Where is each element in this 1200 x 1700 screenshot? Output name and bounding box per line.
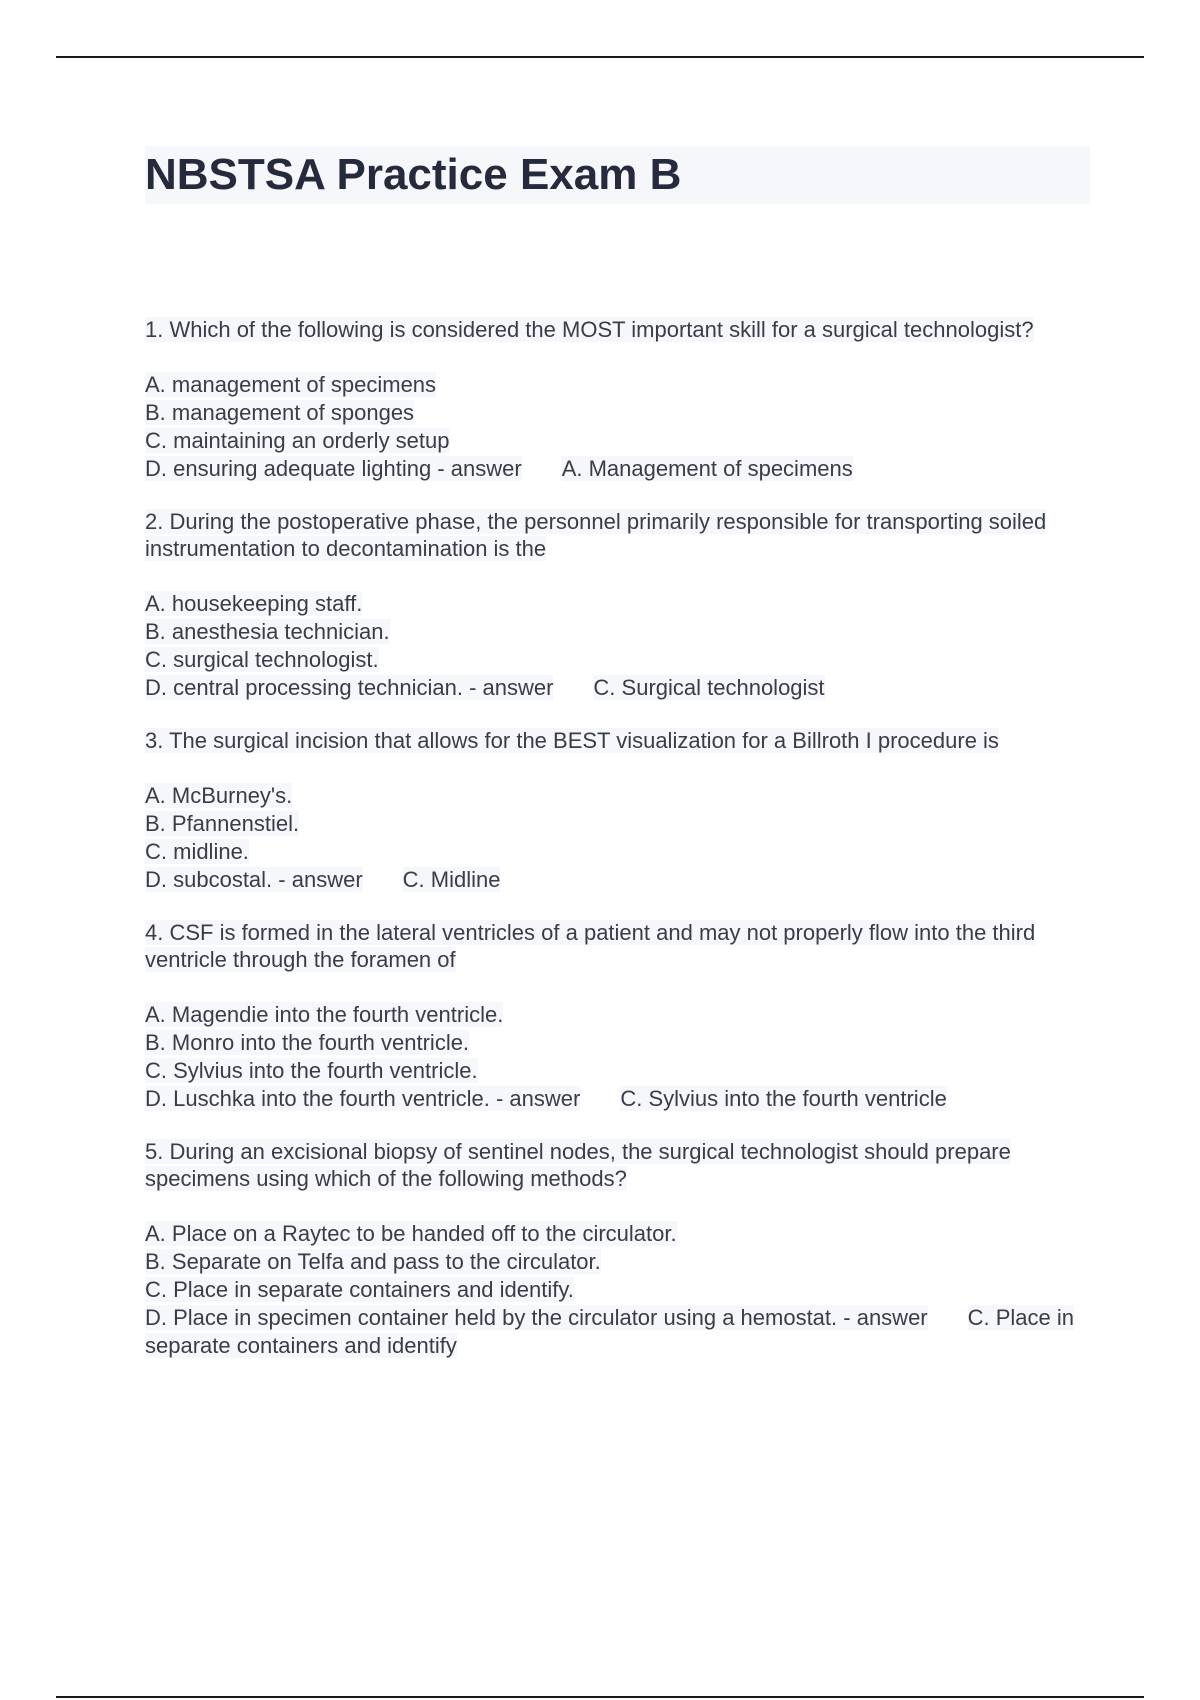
answer-text: C. Surgical technologist <box>593 675 825 700</box>
answer-text: C. Midline <box>402 867 501 892</box>
option-text: C. Sylvius into the fourth ventricle. <box>145 1058 478 1083</box>
question-stem-text: 1. Which of the following is considered the MOST important skill for a surgical technologist? <box>145 317 1034 342</box>
question-stem-text: 2. During the postoperative phase, the personnel primarily responsible for transporting soiled instrumentation to decontamination is the <box>145 509 1047 561</box>
option-d-with-answer <box>145 1085 1090 1113</box>
question-4 <box>145 919 1090 1113</box>
question-stem-text: 4. CSF is formed in the lateral ventricles of a patient and may not properly flow into the third ventricle through the foramen of <box>145 920 1036 972</box>
question-stem <box>145 727 1090 754</box>
option-list <box>145 782 1090 894</box>
option-b <box>145 810 1090 838</box>
option-text: B. management of sponges <box>145 400 415 425</box>
option-text: A. management of specimens <box>145 372 437 397</box>
top-rule <box>56 56 1144 58</box>
question-stem-text: 3. The surgical incision that allows for the BEST visualization for a Billroth I procedure is <box>145 728 999 753</box>
option-b <box>145 618 1090 646</box>
answer-text: C. Place in separate containers and identify <box>145 1305 1075 1358</box>
option-text: B. Monro into the fourth ventricle. <box>145 1030 470 1055</box>
question-stem <box>145 1138 1090 1192</box>
answer-marker: - answer <box>495 1086 581 1111</box>
option-a <box>145 1001 1090 1029</box>
option-a <box>145 782 1090 810</box>
option-text: D. ensuring adequate lighting <box>145 456 432 481</box>
document-title: NBSTSA Practice Exam B <box>145 146 1090 204</box>
option-c <box>145 646 1090 674</box>
option-d-with-answer <box>145 1304 1090 1360</box>
question-list <box>145 316 1090 1360</box>
option-text: C. maintaining an orderly setup <box>145 428 450 453</box>
option-list <box>145 1001 1090 1113</box>
option-text: B. Separate on Telfa and pass to the circulator. <box>145 1249 601 1274</box>
answer-marker: - answer <box>469 675 554 700</box>
option-text: B. anesthesia technician. <box>145 619 390 644</box>
option-c <box>145 1057 1090 1085</box>
option-d-with-answer <box>145 455 1090 483</box>
question-1 <box>145 316 1090 483</box>
option-d-with-answer <box>145 866 1090 894</box>
option-text: B. Pfannenstiel. <box>145 811 300 836</box>
question-5 <box>145 1138 1090 1360</box>
option-b <box>145 1248 1090 1276</box>
option-c <box>145 1276 1090 1304</box>
option-b <box>145 1029 1090 1057</box>
option-text: C. midline. <box>145 839 249 864</box>
option-c <box>145 838 1090 866</box>
question-2 <box>145 508 1090 702</box>
answer-marker: - answer <box>437 456 522 481</box>
option-text: A. Magendie into the fourth ventricle. <box>145 1002 504 1027</box>
answer-text: A. Management of specimens <box>561 456 853 481</box>
option-list <box>145 371 1090 483</box>
answer-marker: - answer <box>843 1305 928 1330</box>
option-a <box>145 1220 1090 1248</box>
option-text: D. central processing technician. <box>145 675 463 700</box>
option-text: A. Place on a Raytec to be handed off to the circulator. <box>145 1221 677 1246</box>
option-text: C. Place in separate containers and identify. <box>145 1277 574 1302</box>
question-stem <box>145 316 1090 343</box>
option-text: D. subcostal. <box>145 867 273 892</box>
question-stem <box>145 508 1090 562</box>
option-list <box>145 590 1090 702</box>
option-a <box>145 590 1090 618</box>
option-text: A. housekeeping staff. <box>145 591 363 616</box>
option-text: D. Luschka into the fourth ventricle. <box>145 1086 490 1111</box>
bottom-rule <box>56 1696 1144 1698</box>
option-text: C. surgical technologist. <box>145 647 379 672</box>
question-stem <box>145 919 1090 973</box>
document-page <box>145 146 1090 1385</box>
question-3 <box>145 727 1090 894</box>
option-list <box>145 1220 1090 1360</box>
option-c <box>145 427 1090 455</box>
option-text: D. Place in specimen container held by the circulator using a hemostat. <box>145 1305 838 1330</box>
answer-marker: - answer <box>278 867 363 892</box>
option-d-with-answer <box>145 674 1090 702</box>
question-stem-text: 5. During an excisional biopsy of sentinel nodes, the surgical technologist should prepare specimens using which of the following methods? <box>145 1139 1011 1191</box>
option-b <box>145 399 1090 427</box>
answer-text: C. Sylvius into the fourth ventricle <box>620 1086 947 1111</box>
option-a <box>145 371 1090 399</box>
option-text: A. McBurney's. <box>145 783 293 808</box>
